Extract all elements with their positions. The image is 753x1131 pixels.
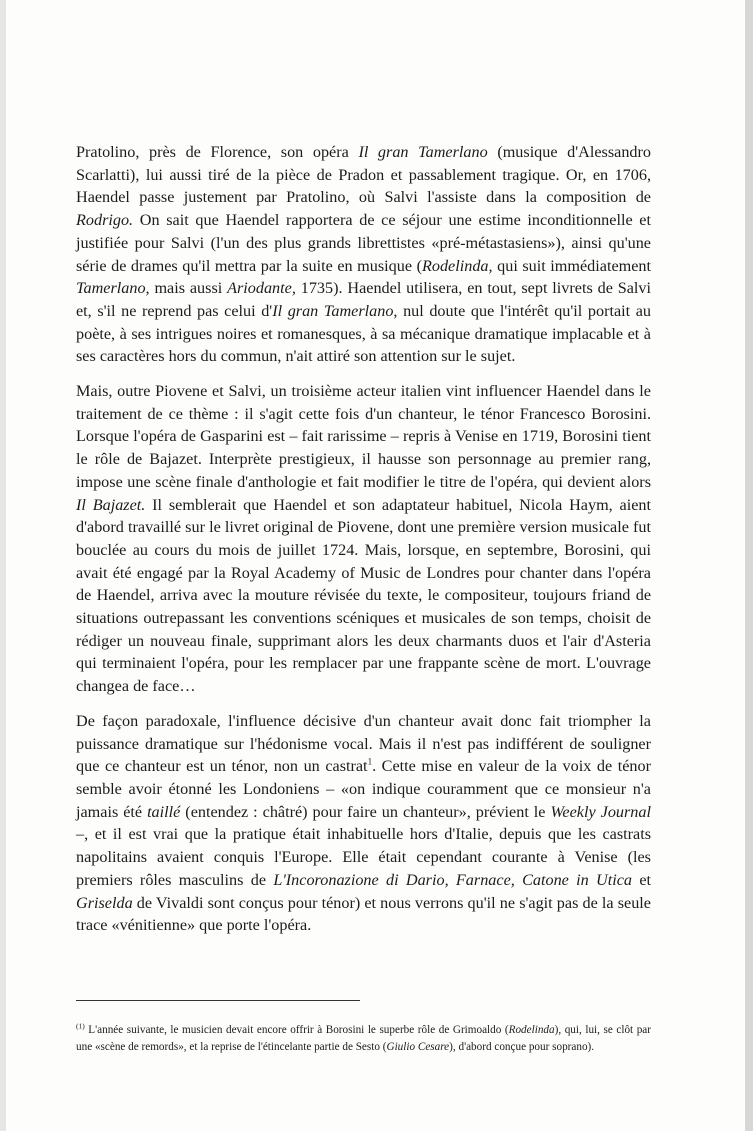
body-text xyxy=(76,141,651,949)
italic-text: Rodelinda, xyxy=(421,256,493,275)
text-run: 1735). Haendel utilisera, en tout, sept livrets de Salvi et, s'il ne reprend pas celui d' xyxy=(76,279,652,320)
italic-text: Il gran Tamerlano xyxy=(358,143,488,161)
italic-text: L'Incoronazione di Dario, Farnace, Catone in Utica xyxy=(273,870,633,889)
text-run: ), d'abord conçue pour soprano). xyxy=(449,1041,595,1053)
text-run: mais aussi xyxy=(149,279,228,298)
page-right-edge xyxy=(745,0,753,1131)
italic-text: Tamerlano, xyxy=(76,279,150,298)
text-run: ), qui, lui, se clôt par une «scène de remords», et la reprise de l'étincelante partie de Sesto ( xyxy=(76,1024,652,1053)
paragraph-2 xyxy=(76,380,651,698)
italic-text: Rodelinda xyxy=(508,1024,555,1036)
paragraph-1 xyxy=(76,141,651,368)
italic-text: Il Bajazet. xyxy=(76,495,146,514)
text-run: de Vivaldi sont conçus pour ténor) et nous verrons qu'il ne s'agit pas de la seule trace «vénitienne» que porte l'opéra. xyxy=(76,893,651,935)
text-run: (entendez : châtré) pour faire un chanteur», prévient le xyxy=(180,802,551,821)
text-run: Pratolino, près de Florence, son opéra xyxy=(76,143,359,161)
footnote-reference: 1 xyxy=(367,756,373,767)
footnote-text xyxy=(76,1024,651,1053)
footnote-number: (1) xyxy=(76,1021,85,1031)
text-run: Il semblerait que Haendel et son adaptateur habituel, Nicola Haym, aient d'abord travaillé sur le livret original de Piovene, dont une première version musicale fut bouclée au cours du mois de juillet 1724. Mais, lorsque, en septembre, Borosini, qui avait été engagé par la Royal Academy of Music de Londres pour chanter dans l'opéra de Haendel, arriva avec la mouture révisée du texte, le compositeur, toujours friand de situations outrepassant les conventions scéniques et musicales de son temps, choisit de rédiger un nouveau finale, supprimant alors les deux charmants duos et l'air d'Asteria qui terminaient l'opéra, pour les remplacer par une frappante scène de mort. L'ouvrage changea de face… xyxy=(76,495,651,696)
footnote xyxy=(76,1022,651,1056)
footnote-divider xyxy=(76,1000,360,1001)
text-run: qui suit immédiatement xyxy=(492,256,651,275)
text-run: et xyxy=(632,870,651,889)
text-run: . Cette mise en valeur de la voix de ténor semble avoir étonné les Londoniens – «on indique couramment que ce monsieur n'a jamais été xyxy=(76,757,651,821)
text-run: –, et il est vrai que la pratique était inhabituelle hors d'Italie, depuis que les castrats napolitains avaient conquis l'Europe. Elle était cependant courante à Venise (les premiers rôles masculins de xyxy=(76,825,651,889)
text-run: Mais, outre Piovene et Salvi, un troisième acteur italien vint influencer Haendel dans le traitement de ce thème : il s'agit cette fois d'un chanteur, le ténor Francesco Borosini. Lorsque l'opéra de Gasparini est – fait rarissime – repris à Venise en 1719, Borosini tient le rôle de Bajazet. Interprète prestigieux, il hausse son personnage au premier rang, impose une scène finale d'anthologie et fait modifier le titre de l'opéra, qui devient alors xyxy=(76,382,651,491)
text-run: L'année suivante, le musicien devait encore offrir à Borosini le superbe rôle de Grimoaldo ( xyxy=(84,1024,509,1036)
italic-text: Ariodante, xyxy=(227,279,296,298)
italic-text: Griselda xyxy=(76,893,133,912)
text-run: nul doute que l'intérêt qu'il portait au poète, à ses intrigues noires et romanesques, à sa mécanique dramatique implacable et à ses caractères hors du commun, n'ait attiré son attention sur le sujet. xyxy=(76,301,652,366)
italic-text: Rodrigo. xyxy=(76,211,134,230)
text-run: (musique d'Alessandro Scarlatti), lui aussi tiré de la pièce de Pradon et passablement tragique. Or, en 1706, Haendel passe justement par Pratolino, où Salvi l'assiste dans la composition de xyxy=(76,143,652,207)
page-left-edge xyxy=(0,0,6,1131)
italic-text: taillé xyxy=(147,802,181,821)
text-run: On sait que Haendel rapportera de ce séjour une estime inconditionnelle et justifiée pour Salvi (l'un des plus grands librettistes «pré-métastasiens»), ainsi qu'une série de drames qu'il mettra par la suite en musique ( xyxy=(76,211,651,275)
italic-text: Weekly Journal xyxy=(550,802,651,821)
italic-text: Il gran Tamerlano, xyxy=(272,301,398,320)
italic-text: Giulio Cesare xyxy=(386,1041,450,1053)
text-run: De façon paradoxale, l'influence décisive d'un chanteur avait donc fait triompher la puissance dramatique sur l'hédonisme vocal. Mais il n'est pas indifférent de souligner que ce chanteur est un ténor, non un castrat xyxy=(76,711,651,776)
paragraph-3 xyxy=(76,710,651,937)
